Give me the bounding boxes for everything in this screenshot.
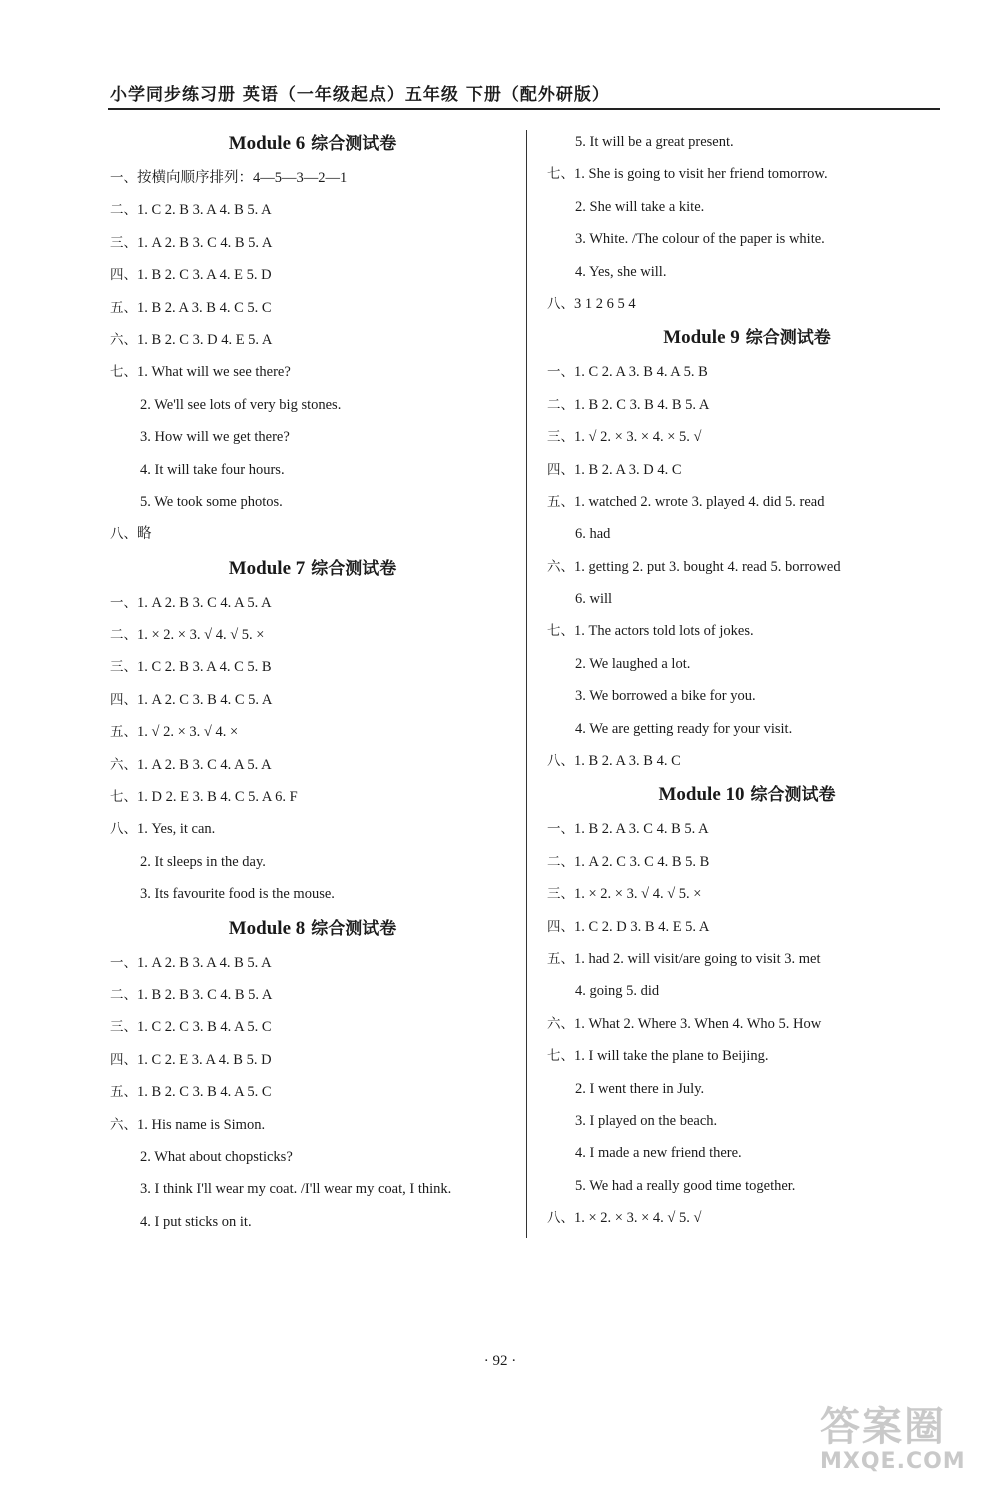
module-title [110,911,515,947]
answer-line [110,716,515,748]
answer-subline [547,713,947,745]
answer-line [547,813,947,845]
answer-subline [110,878,515,910]
answer-text: 3. We borrowed a bike for you. [575,688,756,705]
section-number: 八、 [547,295,574,312]
answer-subline [110,486,515,518]
section-number: 八、 [547,753,574,770]
answer-subline [547,126,947,158]
answer-line [110,259,515,291]
answer-line [110,324,515,356]
answer-text: 3. Its favourite food is the mouse. [140,886,335,903]
answer-line [110,1044,515,1076]
answer-text: 6. will [575,591,613,608]
section-number: 四、 [547,461,574,478]
answer-line [547,158,947,190]
answer-line [547,878,947,910]
answer-text: 4. We are getting ready for your visit. [575,720,793,737]
section-number: 四、 [547,918,574,935]
section-number: 五、 [110,299,137,316]
answer-line [110,1076,515,1108]
answer-line [547,745,947,777]
answer-line [547,943,947,975]
section-number: 六、 [547,558,574,575]
section-number: 八、 [547,1210,574,1227]
answer-line [110,292,515,324]
answer-text: 1. A 2. C 3. B 4. C 5. A [137,691,273,708]
answer-line [110,518,515,550]
answer-line [110,587,515,619]
section-number: 一、 [547,821,574,838]
answer-text: 1. A 2. B 3. C 4. A 5. A [137,756,272,773]
answer-text: 3. I played on the beach. [575,1112,718,1129]
answer-text: 1. B 2. C 3. D 4. E 5. A [137,331,273,348]
answer-text: 4. Yes, she will. [575,263,667,280]
answer-text: 1. B 2. A 3. D 4. C [574,461,682,478]
section-number: 七、 [547,1048,574,1065]
answer-text: 1. I will take the plane to Beijing. [574,1048,769,1065]
answer-text: 1. B 2. C 3. B 4. A 5. C [137,1084,272,1101]
module-title-cn: 综合测试卷 [311,134,397,154]
answer-text: 6. had [575,526,611,543]
section-number: 二、 [110,202,137,219]
answer-text: 4. It will take four hours. [140,461,285,478]
answer-text: 4. I put sticks on it. [140,1213,252,1230]
answer-subline [547,680,947,712]
answer-text: 1. × 2. × 3. × 4. √ 5. √ [574,1210,702,1227]
section-number: 三、 [547,429,574,446]
answer-subline [110,1173,515,1205]
section-number: 三、 [110,234,137,251]
section-number: 八、 [110,526,137,543]
answer-line [547,454,947,486]
answer-text: 2. What about chopsticks? [140,1148,293,1165]
answer-subline [110,421,515,453]
header-rule [108,108,940,110]
left-column [110,126,515,1238]
answer-text: 1. B 2. A 3. B 4. C [574,753,681,770]
answer-subline [547,256,947,288]
answer-text: 1. B 2. C 3. B 4. B 5. A [574,396,710,413]
answer-text: 3. How will we get there? [140,429,290,446]
answer-text: 1. What 2. Where 3. When 4. Who 5. How [574,1015,822,1032]
module-title-cn: 综合测试卷 [311,918,397,939]
answer-text: 1. C 2. D 3. B 4. E 5. A [574,918,710,935]
section-number: 二、 [110,986,137,1003]
answer-line [547,1202,947,1234]
answer-line [110,227,515,259]
section-number: 三、 [110,1019,137,1036]
section-number: 五、 [547,950,574,967]
answer-line [110,947,515,979]
module-title-en: Module 7 [228,557,306,579]
answer-line [110,684,515,716]
answer-line [547,615,947,647]
answer-line [110,356,515,388]
section-number: 三、 [110,659,137,676]
section-number: 七、 [547,623,574,640]
watermark-logo [820,1405,995,1480]
answer-subline [110,846,515,878]
module-title-en: Module 9 [663,327,740,349]
answer-line [547,1008,947,1040]
answer-line [547,389,947,421]
answer-line [110,749,515,781]
answer-text: 略 [137,526,152,543]
answer-subline [547,1170,947,1202]
section-number: 六、 [547,1015,574,1032]
watermark-top: 答案圈 [820,1404,946,1450]
answer-subline [547,223,947,255]
answer-text: 2. I went there in July. [575,1080,705,1097]
section-number: 六、 [110,331,137,348]
answer-text: 1. A 2. C 3. C 4. B 5. B [574,853,710,870]
section-number: 一、 [110,954,137,971]
answer-line [110,194,515,226]
answer-text: 1. A 2. B 3. C 4. B 5. A [137,234,273,251]
answer-text: 2. We'll see lots of very big stones. [140,396,342,413]
module-title-cn: 综合测试卷 [745,328,831,349]
answer-line [110,813,515,845]
answer-subline [110,1141,515,1173]
answer-line [110,781,515,813]
answer-text: 1. The actors told lots of jokes. [574,623,754,640]
answer-line [110,979,515,1011]
answer-text: 5. We took some photos. [140,493,283,510]
answer-text: 按横向顺序排列：4—5—3—2—1 [137,170,348,186]
answer-text: 1. A 2. B 3. C 4. A 5. A [137,594,272,611]
answer-subline [110,454,515,486]
answer-line [110,619,515,651]
answer-text: 1. A 2. B 3. A 4. B 5. A [137,954,272,971]
answer-text: 5. It will be a great present. [575,134,734,150]
answer-text: 1. √ 2. × 3. √ 4. × [137,724,239,741]
answer-text: 1. C 2. B 3. A 4. C 5. B [137,659,272,676]
answer-line [547,288,947,320]
answer-text: 3. I think I'll wear my coat. /I'll wear my coat, I think. [140,1181,452,1198]
right-column [547,126,947,1235]
answer-text: 1. watched 2. wrote 3. played 4. did 5. read [574,493,825,510]
answer-text: 1. C 2. E 3. A 4. B 5. D [137,1051,272,1068]
module-title-en: Module 10 [658,784,745,806]
section-number: 二、 [547,396,574,413]
answer-text: 5. We had a really good time together. [575,1177,796,1194]
module-title-cn: 综合测试卷 [311,558,397,579]
answer-subline [110,1206,515,1238]
answer-subline [547,648,947,680]
answer-text: 1. × 2. × 3. √ 4. √ 5. × [574,886,702,903]
answer-line [110,162,515,194]
answer-text: 1. What will we see there? [137,364,291,381]
answer-text: 1. getting 2. put 3. bought 4. read 5. borrowed [574,558,841,575]
answer-text: 4. I made a new friend there. [575,1145,742,1162]
section-number: 二、 [547,853,574,870]
answer-text: 1. B 2. C 3. A 4. E 5. D [137,267,272,284]
section-number: 七、 [110,364,137,381]
answer-line [110,1011,515,1043]
module-title [547,320,947,356]
column-divider [526,130,527,1238]
answer-text: 1. C 2. C 3. B 4. A 5. C [137,1019,272,1036]
answer-text: 1. B 2. A 3. B 4. C 5. C [137,299,272,316]
answer-line [547,356,947,388]
module-title [110,126,515,162]
module-title [110,551,515,587]
answer-subline [547,1105,947,1137]
watermark-bottom: MXQE.COM [820,1449,966,1474]
answer-subline [547,583,947,615]
section-number: 六、 [110,1116,137,1133]
running-header: 小学同步练习册 英语（一年级起点）五年级 下册（配外研版） [110,85,610,105]
section-number: 四、 [110,1051,137,1068]
answer-text: 3. White. /The colour of the paper is white. [575,231,825,248]
answer-subline [110,389,515,421]
module-title-en: Module 6 [228,133,306,154]
section-number: 七、 [547,166,574,183]
answer-text: 2. We laughed a lot. [575,655,691,672]
answer-text: 1. B 2. A 3. C 4. B 5. A [574,821,709,838]
answer-text: 1. C 2. B 3. A 4. B 5. A [137,202,272,219]
answer-text: 1. × 2. × 3. √ 4. √ 5. × [137,627,265,644]
module-title-cn: 综合测试卷 [750,785,836,806]
module-title-en: Module 8 [228,917,306,939]
answer-subline [547,1137,947,1169]
section-number: 四、 [110,691,137,708]
section-number: 二、 [110,627,137,644]
answer-line [547,486,947,518]
answer-text: 4. going 5. did [575,983,660,1000]
answer-text: 3 1 2 6 5 4 [574,295,636,312]
answer-text: 1. Yes, it can. [137,821,216,838]
section-number: 一、 [110,594,137,611]
section-number: 三、 [547,886,574,903]
section-number: 五、 [547,493,574,510]
answer-line [547,421,947,453]
answer-line [547,911,947,943]
answer-text: 2. It sleeps in the day. [140,853,266,870]
answer-line [110,1109,515,1141]
section-number: 一、 [110,170,137,186]
section-number: 一、 [547,364,574,381]
section-number: 六、 [110,756,137,773]
answer-text: 1. B 2. B 3. C 4. B 5. A [137,986,273,1003]
section-number: 七、 [110,789,137,806]
answer-line [110,651,515,683]
answer-line [547,1040,947,1072]
answer-text: 1. had 2. will visit/are going to visit 3. met [574,950,821,967]
answer-subline [547,1073,947,1105]
section-number: 八、 [110,821,137,838]
page-number: · 92 · [483,1353,517,1369]
section-number: 五、 [110,1084,137,1101]
answer-text: 1. D 2. E 3. B 4. C 5. A 6. F [137,789,298,806]
answer-text: 1. She is going to visit her friend tomorrow. [574,166,828,183]
answer-subline [547,518,947,550]
answer-line [547,846,947,878]
section-number: 五、 [110,724,137,741]
answer-text: 1. His name is Simon. [137,1116,266,1133]
answer-line [547,551,947,583]
answer-text: 1. √ 2. × 3. × 4. × 5. √ [574,429,702,446]
section-number: 四、 [110,267,137,284]
answer-subline [547,191,947,223]
module-title [547,777,947,813]
answer-text: 1. C 2. A 3. B 4. A 5. B [574,364,708,381]
answer-text: 2. She will take a kite. [575,198,705,215]
answer-subline [547,975,947,1007]
